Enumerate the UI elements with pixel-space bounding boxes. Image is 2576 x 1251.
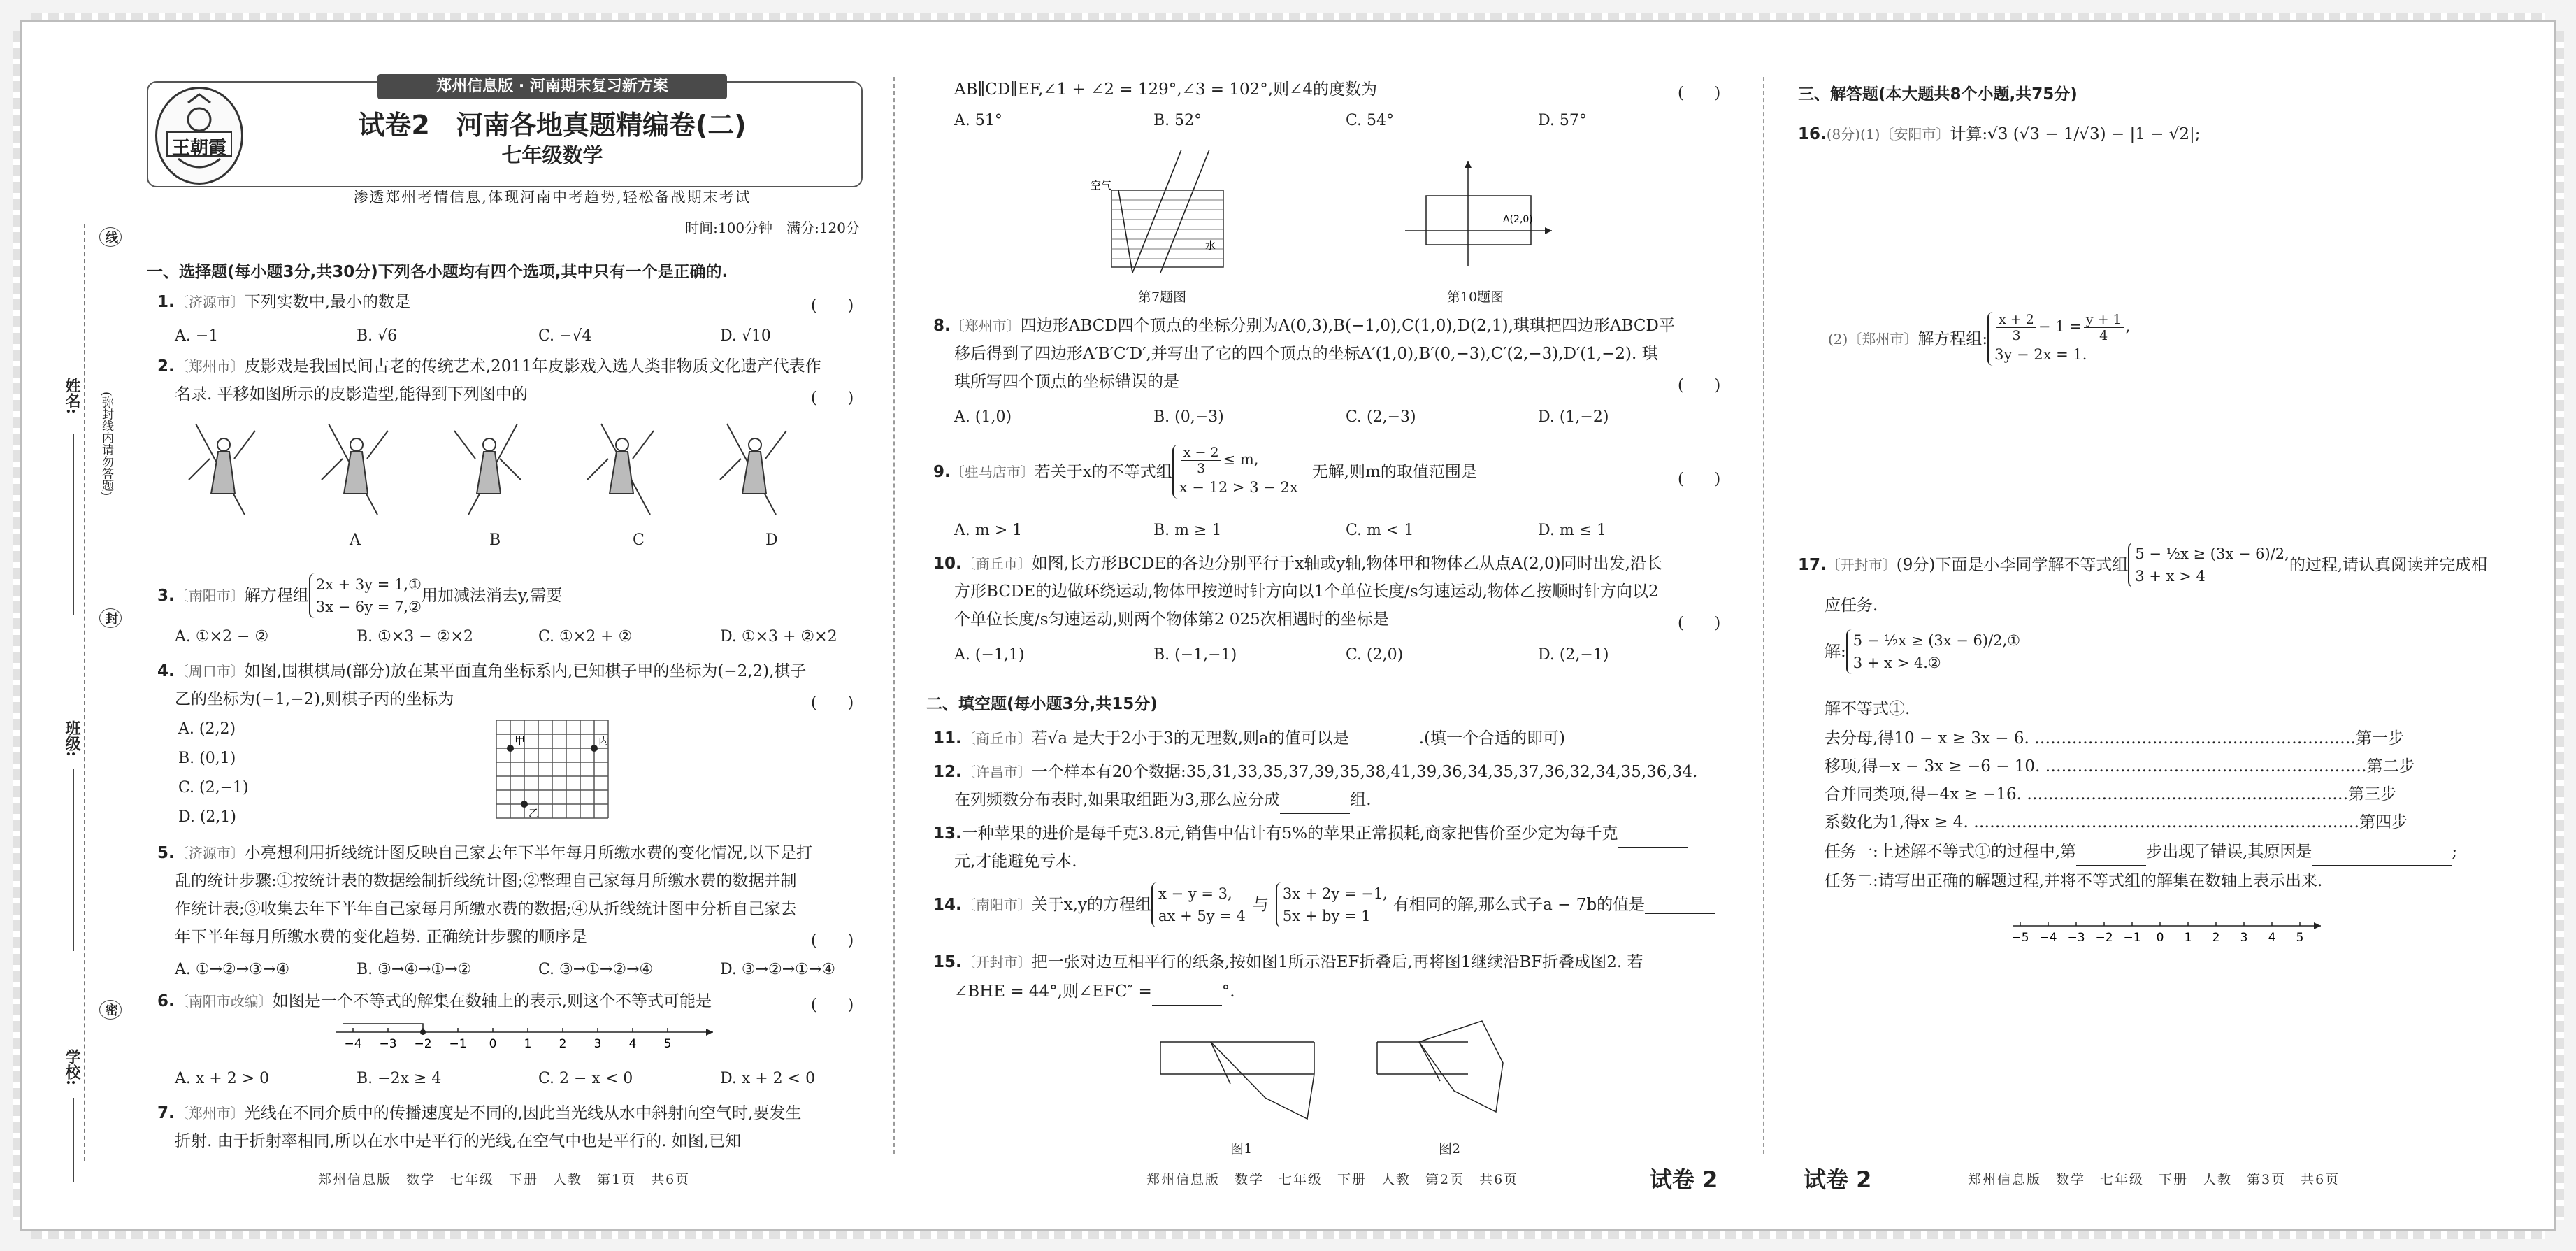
puppet-option-d-icon: [720, 424, 786, 515]
q3-option-d[interactable]: D. ①×3 + ②×2: [720, 628, 837, 645]
q5-answer-bracket[interactable]: ( ): [811, 932, 854, 950]
q17-sol1: 5 − ½x ≥ (3x − 6)/2,①: [1852, 632, 2021, 649]
q10-option-d[interactable]: D. (2,−1): [1538, 646, 1609, 664]
q6-text: 如图是一个不等式的解集在数轴上的表示,则这个不等式可能是: [272, 992, 712, 1010]
class-field[interactable]: [73, 769, 74, 951]
q6-tick-label: 1: [524, 1037, 532, 1051]
q9-eq2: x − 12 > 3 − 2x: [1179, 479, 1298, 496]
q17-text-1: (9分)下面是小李同学解不等式组: [1896, 556, 2129, 574]
q12-tag: 〔许昌市〕: [961, 764, 1032, 780]
question-4: [157, 657, 806, 685]
q7-option-c[interactable]: C. 54°: [1346, 112, 1395, 129]
q11-answer-blank[interactable]: [1349, 735, 1419, 752]
q9-fraction: [1181, 445, 1221, 476]
q13-number: 13.: [933, 824, 962, 843]
q8-option-b[interactable]: B. (0,−3): [1153, 408, 1224, 426]
q17-step-4: 系数化为1,得x ≥ 4. ………………………………………………………………第四步: [1825, 813, 2408, 831]
q10-answer-bracket[interactable]: ( ): [1678, 615, 1721, 632]
question-9: [933, 445, 1477, 499]
q12-text-3: 组.: [1350, 791, 1372, 809]
q17-step-1: 去分母,得10 − x ≥ 3x − 6. ……………………………………………………第一步: [1825, 729, 2405, 748]
q17-step-3: 合并同类项,得−4x ≥ −16. ……………………………………………………第三步: [1825, 785, 2397, 803]
q1-option-b[interactable]: B. √6: [357, 327, 398, 345]
seal-mark-seal: 封: [99, 608, 122, 628]
q17-tick-label: 2: [2212, 931, 2220, 945]
q16-fraction-right: [2084, 312, 2124, 343]
q6-number: 6.: [157, 992, 175, 1010]
q2-text-1: 皮影戏是我国民间古老的传统艺术,2011年皮影戏入选人类非物质文化遗产代表作: [244, 357, 821, 376]
decorative-border-right: [2556, 31, 2564, 1220]
q9-option-d[interactable]: D. m ≤ 1: [1538, 522, 1607, 539]
q17-s2: 3 + x > 4: [2135, 568, 2206, 585]
header-slogan: 渗透郑州考情信息,体现河南中考趋势,轻松备战期末考试: [353, 189, 751, 206]
publisher-logo: [155, 87, 243, 185]
q15-figure-1-icon: [1160, 1042, 1314, 1119]
q10-option-a[interactable]: A. (−1,1): [954, 646, 1025, 664]
q15-line-2: [954, 978, 1235, 1006]
q5-text-2: 乱的统计步骤:①按统计表的数据绘制折线统计图;②整理自己家每月所缴水费的数据并制: [175, 872, 797, 890]
q17-number-line: [2006, 916, 2328, 951]
stone-jia-label: 甲: [515, 734, 526, 747]
stone-yi-icon: [521, 801, 528, 808]
question-15: [933, 948, 1643, 976]
q16-fraction-left-den: 3: [2012, 328, 2021, 343]
stone-bing-label: 丙: [598, 734, 610, 747]
q9-option-b[interactable]: B. m ≥ 1: [1153, 522, 1222, 539]
question-14: [933, 882, 1715, 927]
question-11: [933, 724, 1565, 752]
q9-text-2: 无解,则m的取值范围是: [1311, 462, 1477, 481]
question-1: [157, 288, 410, 316]
q13-text-1: 一种苹果的进价是每千克3.8元,销售中估计有5%的苹果正常损耗,商家把售价至少定为每千克: [961, 824, 1618, 843]
q9-fraction-numerator: x − 2: [1181, 445, 1221, 461]
q14-s1b: ax + 5y = 4: [1158, 908, 1246, 924]
q3-option-b[interactable]: B. ①×3 − ②×2: [357, 628, 473, 645]
q8-text-2: 移后得到了四边形A′B′C′D′,并写出了它的四个顶点的坐标A′(1,0),B′(0,−3),C′(2,−3),D′(1,−2). 琪: [954, 345, 1658, 363]
q16-equation-system: $\frac{x + 2}{3}$ − 1 = $\frac{y + 1}{4}$ , 3y − 2x = 1.: [1987, 312, 2130, 366]
q17-solve-label: 解:: [1825, 643, 1846, 661]
q15-figure-1-caption: 图1: [1230, 1141, 1253, 1157]
q9-number: 9.: [933, 462, 951, 481]
q8-tag: 〔郑州市〕: [950, 317, 1021, 334]
q17-step-0: 解不等式①.: [1825, 700, 1911, 718]
q17-task-2: 任务二:请写出正确的解题过程,并将不等式组的解集在数轴上表示出来.: [1825, 872, 2323, 890]
puppet-option-c-icon: [587, 424, 654, 515]
q16-fraction-right-den: 4: [2099, 328, 2108, 343]
name-label: 姓名:: [63, 378, 81, 415]
q14-s1a: x − y = 3,: [1158, 885, 1232, 902]
question-8: [933, 312, 1675, 340]
puppet-original-icon: [189, 424, 255, 515]
q10-figure-caption: 第10题图: [1447, 289, 1504, 305]
q13-answer-blank[interactable]: [1618, 830, 1688, 848]
q12-text-1: 一个样本有20个数据:35,31,33,35,37,39,35,38,41,39,36,34,35,37,36,32,34,35,36,34.: [1031, 763, 1698, 781]
q17-tick-label: −3: [2067, 931, 2085, 945]
puppet-option-a-icon: [322, 424, 388, 515]
q17-solution-system: [1846, 629, 2020, 674]
q9-tag: 〔驻马店市〕: [950, 463, 1035, 480]
q16-part-2: [1828, 312, 2130, 366]
q7-water-label: 水: [1205, 239, 1216, 252]
q12-answer-blank[interactable]: [1280, 796, 1350, 814]
q14-s2a: 3x + 2y = −1,: [1282, 885, 1388, 902]
q4-answer-bracket[interactable]: ( ): [811, 694, 854, 712]
q6-tick-label: −3: [379, 1037, 397, 1051]
q3-number: 3.: [157, 587, 175, 605]
q4-option-c[interactable]: C. (2,−1): [178, 779, 249, 796]
q16-part1-answer-area[interactable]: [1798, 168, 2497, 308]
q11-tag: 〔商丘市〕: [961, 730, 1032, 747]
column-divider-1: [893, 77, 895, 1154]
q3-option-c[interactable]: C. ①×2 + ②: [538, 628, 633, 645]
q3-eq1: 2x + 3y = 1,①: [315, 576, 422, 593]
q6-tick-label: −4: [344, 1037, 362, 1051]
q17-tick-label: −5: [2011, 931, 2029, 945]
q9-option-a[interactable]: A. m > 1: [954, 522, 1023, 539]
question-6: [157, 987, 712, 1015]
q6-solution-ray: [343, 1024, 423, 1032]
q10-point-a-label: A(2,0): [1503, 214, 1533, 225]
q15-text-1: 把一张对边互相平行的纸条,按如图1所示沿EF折叠后,再将图1继续沿BF折叠成图2. 若: [1031, 953, 1643, 971]
q10-text-3: 个单位长度/s匀速运动,则两个物体第2 025次相遇时的坐标是: [954, 610, 1389, 629]
q4-option-b[interactable]: B. (0,1): [178, 750, 236, 767]
q9-answer-bracket[interactable]: ( ): [1678, 471, 1721, 488]
q4-text-2: 乙的坐标为(−1,−2),则棋子丙的坐标为: [175, 690, 454, 708]
question-16: [1798, 120, 2201, 148]
q5-text-4: 年下半年每月所缴水费的变化趋势. 正确统计步骤的顺序是: [175, 928, 587, 946]
q14-system-1: [1151, 882, 1246, 927]
school-label: 学校:: [63, 1049, 81, 1086]
column-divider-2: [1763, 77, 1764, 1154]
q1-answer-bracket[interactable]: ( ): [811, 297, 854, 315]
q3-option-a[interactable]: A. ①×2 − ②: [175, 628, 269, 645]
q6-tick-label: 3: [593, 1037, 602, 1051]
footer-tag-left: 试卷 2: [1650, 1166, 1718, 1193]
q16-tag: (8分)(1)〔安阳市〕: [1826, 126, 1950, 143]
q1-tag: 〔济源市〕: [174, 294, 245, 310]
q17-text-2: 的过程,请认真阅读并完成相: [2289, 556, 2488, 574]
q7-option-a[interactable]: A. 51°: [954, 112, 1002, 129]
q1-option-c[interactable]: C. −√4: [538, 327, 592, 345]
q16-eq1-mid: − 1 =: [2038, 318, 2082, 335]
q15-number: 15.: [933, 953, 962, 971]
q15-answer-blank[interactable]: [1152, 988, 1222, 1006]
q16-fraction-left: [1996, 312, 2036, 343]
q16-part2-tag: (2)〔郑州市〕: [1828, 330, 1918, 348]
q6-option-c[interactable]: C. 2 − x < 0: [538, 1070, 633, 1087]
q4-option-d[interactable]: D. (2,1): [178, 808, 236, 826]
q8-option-a[interactable]: A. (1,0): [954, 408, 1012, 426]
q15-text-2: ∠BHE = 44°,则∠EFC″ =: [954, 982, 1152, 1001]
q12-number: 12.: [933, 763, 962, 781]
question-2: [157, 352, 821, 380]
q17-sol2: 3 + x > 4.②: [1852, 655, 1941, 671]
q6-option-d[interactable]: D. x + 2 < 0: [720, 1070, 816, 1087]
q12-line-2: [954, 786, 1372, 814]
q15-figure-2-caption: 图2: [1439, 1141, 1461, 1157]
stone-bing-icon: [591, 745, 598, 752]
q9-inequality-system: [1172, 445, 1298, 499]
q17-number: 17.: [1798, 556, 1827, 574]
footer-page-1: 郑州信息版 数学 七年级 下册 人教 第1页 共6页: [318, 1172, 691, 1187]
q2-option-b[interactable]: B: [489, 531, 501, 549]
q5-option-d[interactable]: D. ③→②→①→④: [720, 961, 836, 978]
q16-part2-text: 解方程组:: [1917, 329, 1988, 348]
q10-option-b[interactable]: B. (−1,−1): [1153, 646, 1237, 664]
q17-solution: [1825, 629, 2020, 674]
q6-number-line: [329, 1020, 720, 1061]
q4-text-1: 如图,围棋棋局(部分)放在某平面直角坐标系内,已知棋子甲的坐标为(−2,2),棋子: [244, 662, 807, 680]
q2-answer-bracket[interactable]: ( ): [811, 389, 854, 407]
q17-s1: 5 − ½x ≥ (3x − 6)/2,: [2135, 545, 2289, 562]
q2-option-a[interactable]: A: [350, 531, 361, 549]
q7-text-1: 光线在不同介质中的传播速度是不同的,因此当光线从水中斜射向空气时,要发生: [244, 1104, 802, 1122]
q7-answer-bracket[interactable]: ( ): [1678, 85, 1721, 102]
q5-text-3: 作统计表;③收集去年下半年自己家每月所缴水费的数据;④从折线统计图中分析自己家去: [175, 900, 797, 918]
question-10: [933, 550, 1662, 578]
q3-text-2: 用加减法消去y,需要: [421, 587, 563, 605]
q4-tag: 〔周口市〕: [174, 663, 245, 680]
q9-option-c[interactable]: C. m < 1: [1346, 522, 1414, 539]
footer-tag-right: 试卷 2: [1804, 1166, 1872, 1193]
page-subtitle: 七年级数学: [501, 143, 603, 167]
stone-yi-label: 乙: [528, 807, 540, 820]
q10-number: 10.: [933, 555, 962, 573]
q3-equation-system: [309, 573, 422, 618]
decorative-border-bottom: [31, 1231, 2545, 1239]
q17-text-3: 应任务.: [1825, 596, 1878, 615]
q14-system-2: [1276, 882, 1388, 927]
q17-tick-label: 4: [2268, 931, 2276, 945]
q8-text-1: 四边形ABCD四个顶点的坐标分别为A(0,3),B(−1,0),C(1,0),D(2,1),琪琪把四边形ABCD平: [1020, 317, 1675, 335]
seal-note: (弥封线内请勿答题): [98, 392, 115, 496]
q17-tick-label: −2: [2095, 931, 2113, 945]
q7-refraction-figure: [1091, 140, 1244, 280]
q17-tick-label: 3: [2240, 931, 2248, 945]
q3-tag: 〔南阳市〕: [174, 587, 245, 604]
q16-number: 16.: [1798, 125, 1827, 143]
q17-tick-label: 0: [2156, 931, 2164, 945]
q17-task1-step-blank[interactable]: [2076, 848, 2146, 866]
header-banner: 郑州信息版 · 河南期末复习新方案: [377, 74, 727, 99]
q14-s2b: 5x + by = 1: [1282, 908, 1371, 924]
q3-eq2: 3x − 6y = 7,②: [315, 599, 422, 615]
q17-task1-text-b: 步出现了错误,其原因是: [2146, 843, 2312, 861]
q17-inequality-system: [2128, 543, 2289, 587]
q2-tag: 〔郑州市〕: [174, 358, 245, 375]
q17-tag: 〔开封市〕: [1826, 557, 1897, 573]
q10-coordinate-figure: [1398, 154, 1559, 273]
q9-text: 若关于x的不等式组: [1034, 462, 1172, 481]
q9-eq1-rest: ≤ m,: [1223, 451, 1259, 468]
puppet-option-b-icon: [454, 424, 521, 515]
q8-number: 8.: [933, 317, 951, 335]
q17-step-2: 移项,得−x − 3x ≥ −6 − 10. ……………………………………………………第二步: [1825, 757, 2415, 775]
q7-number: 7.: [157, 1104, 175, 1122]
q5-tag: 〔济源市〕: [174, 845, 245, 862]
question-3: [157, 573, 562, 618]
q6-option-a[interactable]: A. x + 2 > 0: [175, 1070, 270, 1087]
class-label: 班级:: [63, 720, 81, 757]
q5-text-1: 小亮想利用折线统计图反映自己家去年下半年每月所缴水费的变化情况,以下是打: [244, 844, 813, 862]
q13-text-2: 元,才能避免亏本.: [954, 852, 1077, 871]
q7-tag: 〔郑州市〕: [174, 1105, 245, 1122]
q17-tick-label: −4: [2039, 931, 2057, 945]
q4-option-a[interactable]: A. (2,2): [178, 720, 236, 738]
q14-text-1: 关于x,y的方程组: [1031, 896, 1152, 914]
section1-heading: 一、选择题(每小题3分,共30分)下列各小题均有四个选项,其中只有一个是正确的.: [147, 263, 728, 281]
q16-eq2: 3y − 2x = 1.: [1994, 346, 2087, 363]
q10-option-c[interactable]: C. (2,0): [1346, 646, 1404, 664]
q11-number: 11.: [933, 729, 962, 748]
footer-page-3: 郑州信息版 数学 七年级 下册 人教 第3页 共6页: [1968, 1172, 2340, 1187]
q14-text-2: 有相同的解,那么式子a − 7b的值是: [1393, 896, 1646, 914]
q17-task1-reason-blank[interactable]: [2312, 848, 2452, 866]
q15-tag: 〔开封市〕: [961, 954, 1032, 971]
q6-tick-label: 5: [663, 1037, 672, 1051]
q10-text-1: 如图,长方形BCDE的各边分别平行于x轴或y轴,物体甲和物体乙从点A(2,0)同时出发,沿长: [1031, 555, 1662, 573]
q2-text-2: 名录. 平移如图所示的皮影造型,能得到下列图中的: [175, 385, 528, 403]
question-7: [157, 1099, 801, 1127]
q6-tick-label: 2: [559, 1037, 567, 1051]
q6-tag: 〔南阳市改编〕: [174, 993, 273, 1010]
q9-fraction-denominator: 3: [1197, 461, 1206, 476]
logo-text: 王朝霞: [171, 138, 226, 159]
q2-option-d[interactable]: D: [765, 531, 778, 549]
q15-figure-2-icon: [1377, 1021, 1503, 1112]
q11-text-2: .(填一个合适的即可): [1418, 729, 1565, 748]
seal-mark-line: 线: [99, 227, 122, 247]
q16-part2-answer-area[interactable]: [1798, 378, 2497, 531]
q8-answer-bracket[interactable]: ( ): [1678, 377, 1721, 394]
q15-folding-figures: [1146, 1014, 1524, 1140]
q14-number: 14.: [933, 896, 962, 914]
q16-fraction-left-num: x + 2: [1996, 312, 2036, 328]
q6-tick-label: −2: [414, 1037, 432, 1051]
question-12: [933, 758, 1697, 786]
q1-text: 下列实数中,最小的数是: [244, 293, 411, 311]
q17-task1-text-a: 任务一:上述解不等式①的过程中,第: [1825, 843, 2077, 861]
q16-fraction-right-num: y + 1: [2084, 312, 2124, 328]
q1-number: 1.: [157, 293, 175, 311]
q10-text-2: 方形BCDE的边做环绕运动,物体甲按逆时针方向以1个单位长度/s匀速运动,物体乙按顺时针方向以2: [954, 582, 1659, 601]
q7-text-2: 折射. 由于折射率相同,所以在水中是平行的光线,在空气中也是平行的. 如图,已知: [175, 1132, 742, 1150]
q8-option-c[interactable]: C. (2,−3): [1346, 408, 1416, 426]
q7-figure-caption: 第7题图: [1138, 289, 1187, 305]
q17-task1-text-c: ;: [2452, 843, 2458, 861]
q2-option-c[interactable]: C: [633, 531, 645, 549]
q6-option-b[interactable]: B. −2x ≥ 4: [357, 1070, 442, 1087]
q17-tick-label: 5: [2296, 931, 2304, 945]
q6-tick-label: 4: [628, 1037, 637, 1051]
q1-option-a[interactable]: A. −1: [175, 327, 219, 345]
q17-tick-label: 1: [2184, 931, 2192, 945]
footer-page-2: 郑州信息版 数学 七年级 下册 人教 第2页 共6页: [1146, 1172, 1519, 1187]
seal-mark-secret: 密: [99, 1000, 122, 1020]
name-field[interactable]: [73, 434, 74, 615]
q10-tag: 〔商丘市〕: [961, 555, 1032, 572]
q6-answer-bracket[interactable]: ( ): [811, 996, 854, 1014]
stone-jia-icon: [507, 745, 514, 752]
shadow-puppet-figures: [168, 417, 797, 522]
q7-option-b[interactable]: B. 52°: [1153, 112, 1202, 129]
q7-air-label: 空气: [1091, 179, 1112, 192]
school-field[interactable]: [73, 1098, 74, 1182]
question-5: [157, 839, 812, 867]
q8-text-3: 琪所写四个顶点的坐标错误的是: [954, 373, 1179, 391]
q2-number: 2.: [157, 357, 175, 376]
q1-option-d[interactable]: D. √10: [720, 327, 771, 345]
q11-text-1: 若√a 是大于2小于3的无理数,则a的值可以是: [1031, 729, 1349, 748]
q17-task-1: [1825, 838, 2457, 866]
q14-tag: 〔南阳市〕: [961, 896, 1032, 913]
q7-text-3: AB∥CD∥EF,∠1 + ∠2 = 129°,∠3 = 102°,则∠4的度数为: [954, 80, 1377, 99]
page-title: 试卷2 河南各地真题精编卷(二): [358, 110, 747, 141]
seal-line: [84, 224, 85, 1161]
q8-option-d[interactable]: D. (1,−2): [1538, 408, 1609, 426]
q7-option-d[interactable]: D. 57°: [1538, 112, 1587, 129]
q16-text-1: 计算:: [1950, 125, 1988, 143]
q5-option-b[interactable]: B. ③→④→①→②: [357, 961, 472, 978]
section3-heading: 三、解答题(本大题共8个小题,共75分): [1798, 85, 2078, 103]
go-board-figure: [489, 713, 615, 825]
q6-tick-label: 0: [489, 1037, 497, 1051]
q12-text-2: 在列频数分布表时,如果取组距为3,那么应分成: [954, 791, 1281, 809]
q14-and: 与: [1252, 896, 1269, 914]
q5-number: 5.: [157, 844, 175, 862]
q15-text-3: °.: [1221, 982, 1235, 1001]
q5-option-c[interactable]: C. ③→①→②→④: [538, 961, 654, 978]
q14-answer-blank[interactable]: [1645, 896, 1715, 914]
time-score: 时间:100分钟 满分:120分: [685, 220, 860, 236]
q17-tick-label: −1: [2123, 931, 2141, 945]
q6-tick-label: −1: [449, 1037, 467, 1051]
q3-text: 解方程组: [244, 587, 309, 605]
section2-heading: 二、填空题(每小题3分,共15分): [926, 695, 1158, 713]
q4-number: 4.: [157, 662, 175, 680]
q5-option-a[interactable]: A. ①→②→③→④: [175, 961, 290, 978]
q16-expression: √3 (√3 − 1/√3) − |1 − √2|;: [1987, 125, 2201, 143]
question-17: [1798, 543, 2487, 587]
question-13: [933, 820, 1688, 848]
